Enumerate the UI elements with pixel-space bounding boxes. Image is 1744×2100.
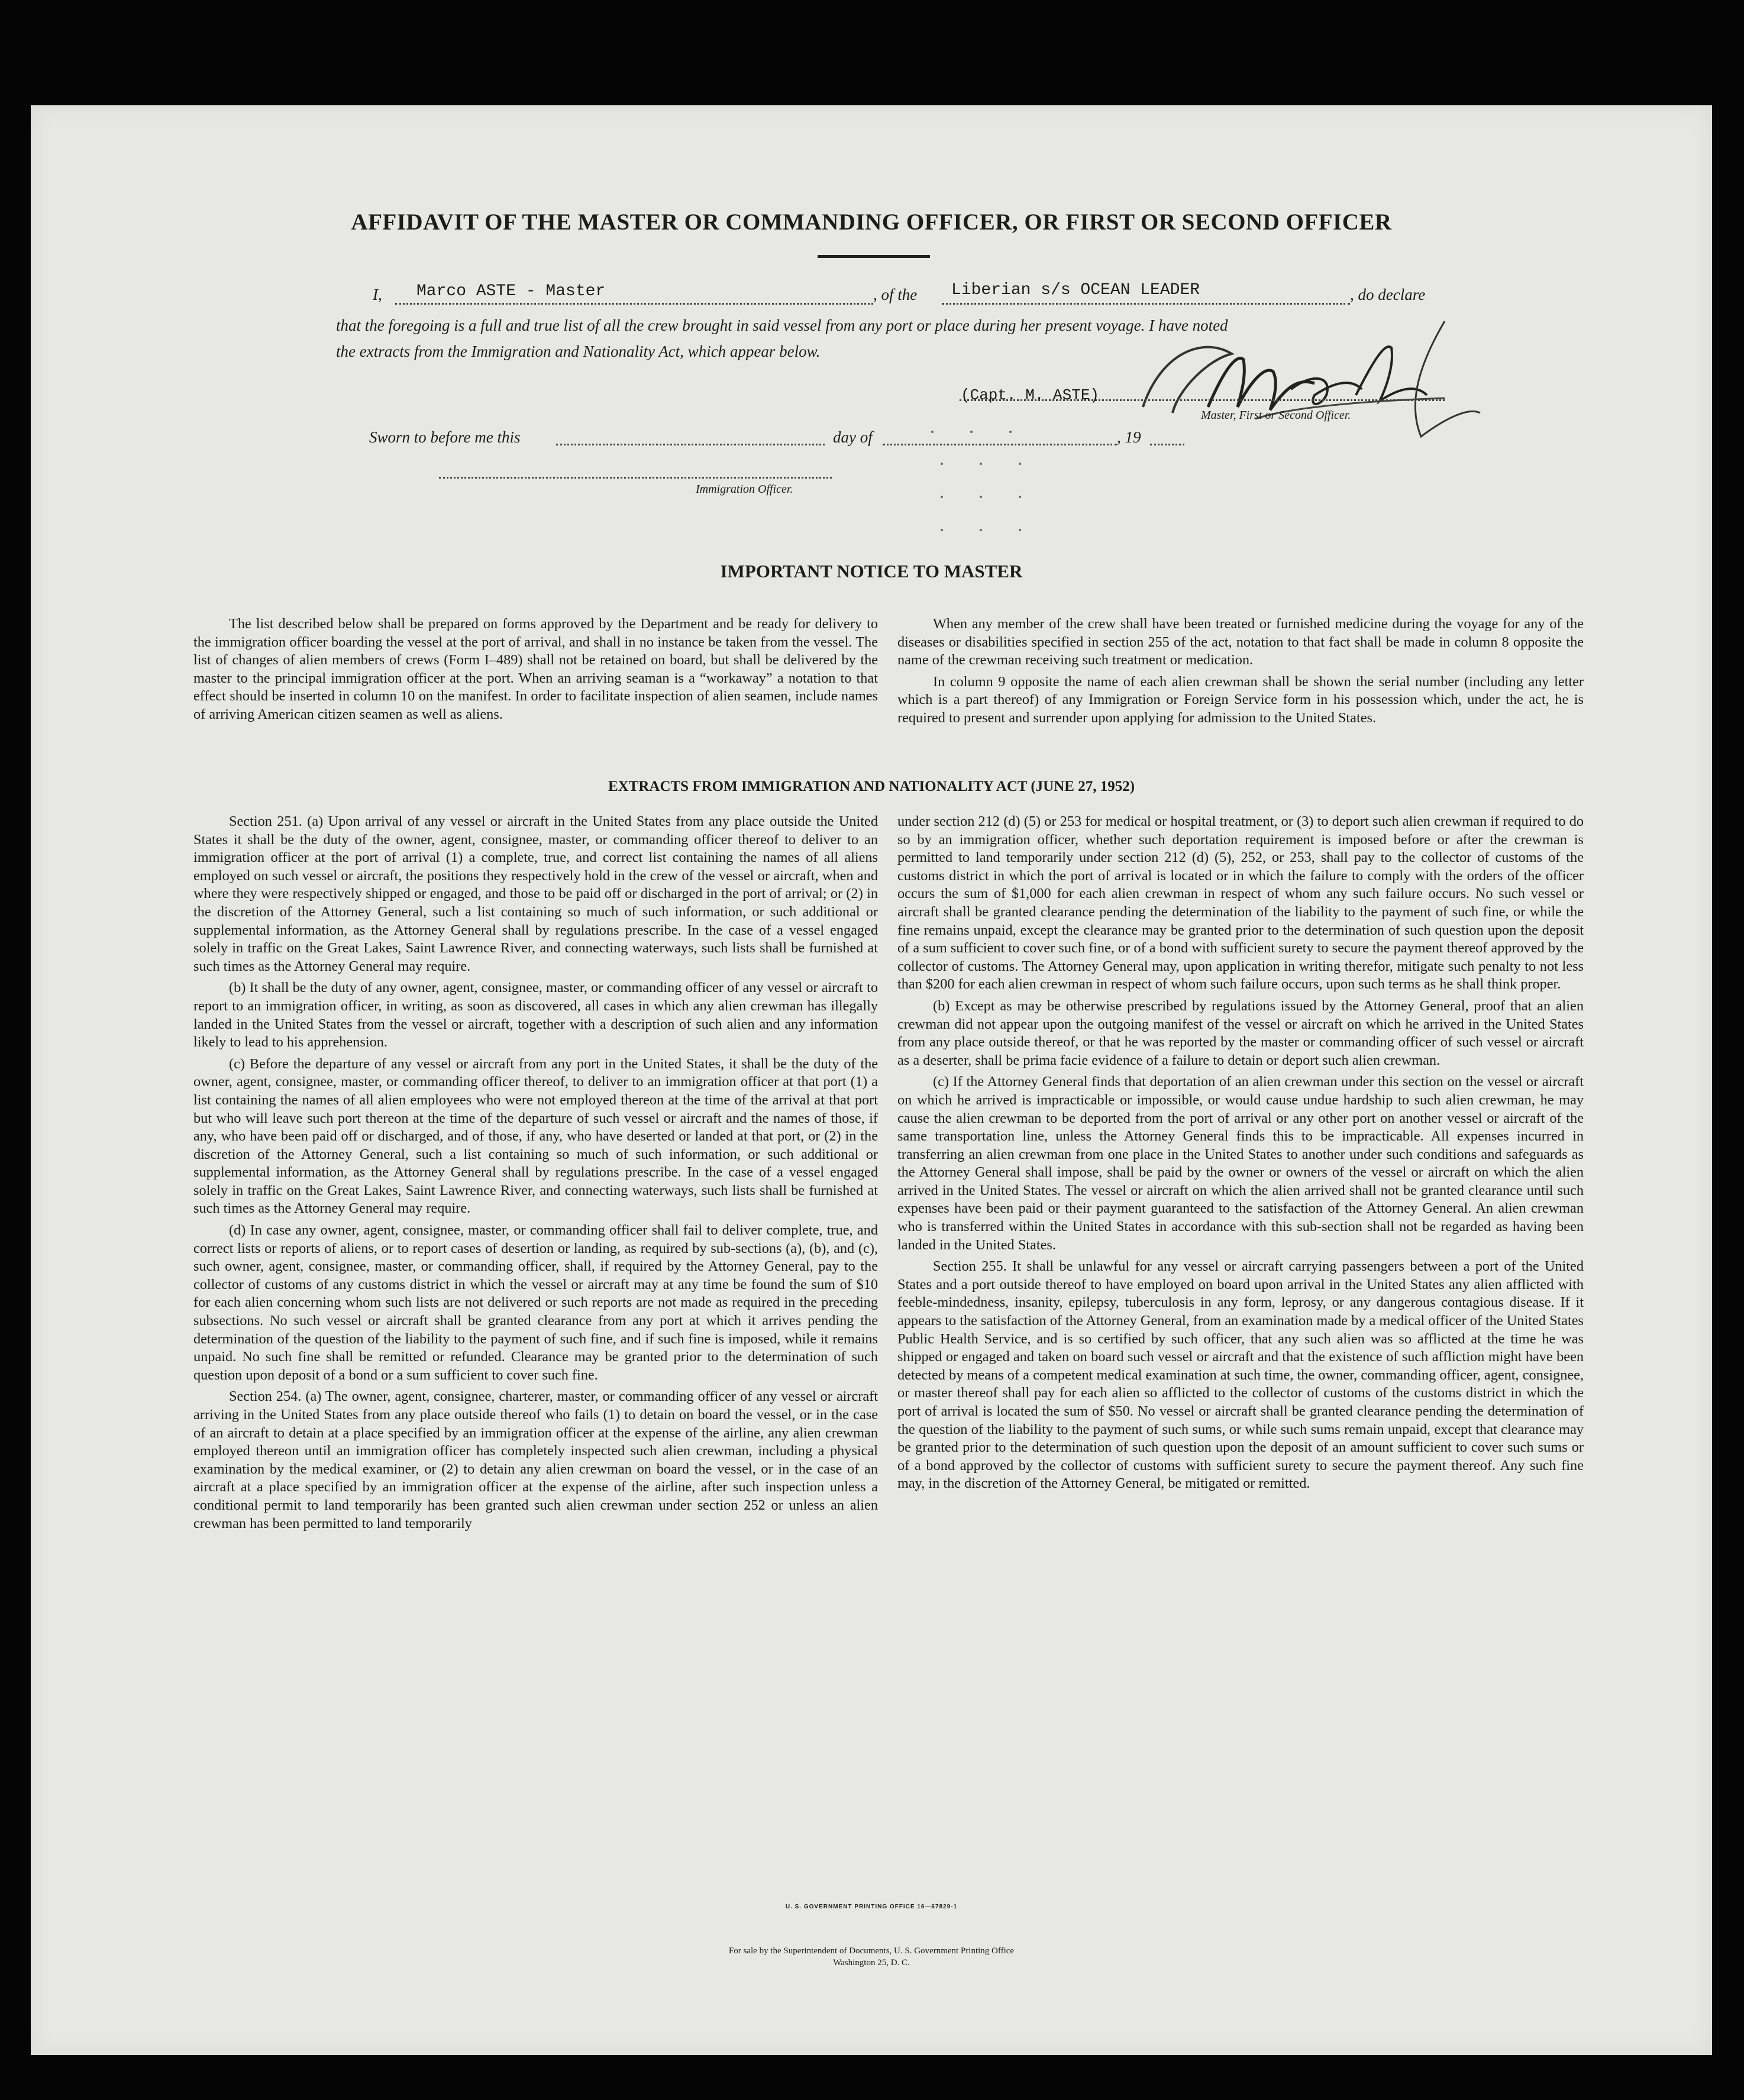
extracts-right-column [897, 813, 1584, 1493]
notice-heading: IMPORTANT NOTICE TO MASTER [720, 561, 1023, 581]
speck [941, 529, 943, 531]
sworn-year-line [1150, 444, 1184, 445]
section-251-b: (b) It shall be the duty of any owner, agent, consignee, master, or commanding officer of any vessel or aircraft to report to an immigration officer, in writing, as soon as discovered, all cases in which any alien crewman has illegally landed in the United States from the vessel or aircraft, together with a description of such alien and any information likely to lead to his apprehension. [193, 980, 878, 1051]
speck [1019, 529, 1021, 531]
declaration-line-3: the extracts from the Immigration and Nationality Act, which appear below. [336, 343, 821, 360]
section-254-c: (c) If the Attorney General finds that deportation of an alien crewman under this section on the vessel or aircraft on which he arrived is impracticable or impossible, or would cause undue hardship to such alien crewman, he may cause the alien crewman to be deported from the port of arrival or any other port on another vessel or aircraft of the same transportation line, unless the Attorney General finds this to be impracticable. All expenses incurred in transferring an alien crewman from one place in the United States to another under such conditions and safeguards as the Attorney General shall impose, shall be paid by the owner or owners of the vessel or aircraft on which the alien arrived in the United States. The vessel or aircraft on which the alien arrived shall not be granted clearance until such expenses have been paid or their payment guaranteed to the satisfaction of the Attorney General. An alien crewman who is transferred within the United States in accordance with this sub-section shall not be regarded as having been landed in the United States. [897, 1074, 1584, 1253]
declaration-prefix: I, [373, 286, 382, 303]
section-255: Section 255. It shall be unlawful for any vessel or aircraft carrying passengers between a port of the United States and a port outside thereof to have employed on board upon arrival in the United States any alien afflicted with feeble-mindedness, insanity, epilepsy, tuberculosis in any form, leprosy, or any dangerous contagious disease. If it appears to the satisfaction of the Attorney General, from an examination made by a medical officer of the United States Public Health Service, and is so certified by such officer, that any such alien was so afflicted at the time he was shipped or engaged and taken on board such vessel or aircraft and that the existence of such affliction might have been detected by means of a competent medical examination at such time, the owner, commanding officer, agent, consignee, or master thereof shall pay for each alien so afflicted to the collector of customs of the customs district in which the port of arrival is located the sum of $50. No vessel or aircraft shall be granted clearance pending the determination of the question of the liability to the payment of such sums, or while such sums remain unpaid, except that clearance may be granted prior to the determination of such question upon the deposit of an amount sufficient to cover such sums or of a bond approved by the collector of customs with sufficient surety to secure the payment thereof. Any such fine may, in the discretion of the Attorney General, be mitigated or remitted. [897, 1258, 1584, 1492]
speck [931, 431, 934, 433]
sworn-day-line [556, 444, 825, 445]
captain-typed-name: (Capt. M. ASTE) [961, 386, 1100, 404]
for-sale-line-1: For sale by the Superintendent of Documents, U. S. Government Printing Office [728, 1946, 1015, 1956]
affidavit-page [31, 105, 1712, 2055]
speck [1009, 431, 1012, 433]
document-title: AFFIDAVIT OF THE MASTER OR COMMANDING OFFICER, OR FIRST OR SECOND OFFICER [351, 209, 1392, 235]
signature-role-caption: Master, First or Second Officer. [1201, 409, 1351, 422]
section-254-b: (b) Except as may be otherwise prescribed by regulations issued by the Attorney General, proof that an alien crewman did not appear upon the outgoing manifest of the vessel or aircraft on which he arrived in the United States from any place outside thereof, or that he was reported by the master or commanding officer of such vessel or aircraft as a deserter, shall be prima facie evidence of a failure to detain or deport such alien crewman. [897, 997, 1584, 1068]
speck [1019, 463, 1021, 465]
section-254-a-continued: under section 212 (d) (5) or 253 for medical or hospital treatment, or (3) to deport such alien crewman if required to do so by an immigration officer, whether such deportation requirement is imposed before or after the crewman is permitted to land temporarily under section 212 (d) (5), 252, or 253, shall pay to the collector of customs of the customs district in which the port of arrival is located or in which the failure to comply with the orders of the officer occurs the sum of $1,000 for each alien crewman in respect of whom any such failure occurs. No such vessel or aircraft shall be granted clearance pending the determination of the liability to the payment of such fine, or while the fine remains unpaid, except the clearance may be granted prior to the determination of such question upon the deposit of a sum sufficient to cover such fine, or of a bond with sufficient surety to secure the payment thereof approved by the collector of customs. The Attorney General may, upon application in writing therefor, mitigate such penalty to not less than $200 for each alien crewman in respect of whom such failure occurs, upon such terms as he shall think proper. [897, 813, 1584, 993]
speck [970, 431, 973, 433]
printing-office-imprint: U. S. GOVERNMENT PRINTING OFFICE 16—67829-1 [785, 1904, 958, 1910]
speck [980, 529, 982, 531]
year-label: , 19 [1117, 428, 1141, 446]
vessel-field-line [942, 303, 1350, 305]
declaration-line-2: that the foregoing is a full and true list of all the crew brought in said vessel from any port or place during her present voyage. I have noted [336, 316, 1228, 334]
section-254-a: Section 254. (a) The owner, agent, consignee, charterer, master, or commanding officer of any vessel or aircraft arriving in the United States from any place outside thereof who fails (1) to detain on board the vessel, or in the case of an aircraft to detain at a place specified by an immigration officer at the expense of the airline, any alien crewman employed thereon until an immigration officer has completely inspected such alien crewman, including a physical examination by the medical examiner, or (2) to detain any alien crewman on board the vessel, or in the case of an aircraft at a place specified by an immigration officer at the expense of the airline, after such inspection unless a conditional permit to land temporarily has been granted such alien crewman under section 252 or unless an alien crewman has been permitted to land temporarily [193, 1388, 878, 1532]
of-the-label: , of the [873, 286, 918, 303]
notice-right-paragraph-2: In column 9 opposite the name of each alien crewman shall be shown the serial number (including any letter which is a part thereof) of any Immigration or Foreign Service form in his possession which, under the act, he is required to present and surrender upon applying for admission to the United States. [897, 673, 1584, 726]
speck [941, 496, 943, 498]
extracts-left-column [193, 813, 878, 1533]
vessel-name-field: Liberian s/s OCEAN LEADER [951, 281, 1200, 299]
extracts-heading: EXTRACTS FROM IMMIGRATION AND NATIONALITY ACT (JUNE 27, 1952) [608, 778, 1135, 794]
speck [980, 496, 982, 498]
name-field-line [395, 303, 873, 305]
speck [980, 463, 982, 465]
day-of-label: day of [833, 428, 873, 446]
section-251-a: Section 251. (a) Upon arrival of any vessel or aircraft in the United States from any place outside the United States it shall be the duty of the owner, agent, consignee, master, or commanding officer thereof to deliver to an immigration officer at the port of arrival (1) a complete, true, and correct list containing the names of all aliens employed on such vessel or aircraft, the positions they respectively hold in the crew of the vessel or aircraft, when and where they were respectively shipped or engaged, and those to be paid off or discharged in the port of arrival; or (2) in the discretion of the Attorney General, such a list containing so much of such information, or such additional or supplemental information, as the Attorney General shall by regulations prescribe. In the case of a vessel engaged solely in traffic on the Great Lakes, Saint Lawrence River, and connecting waterways, such lists shall be furnished at such times as the Attorney General may require. [193, 813, 878, 974]
handwritten-signature [1137, 318, 1492, 448]
notice-right-column [897, 615, 1584, 728]
sworn-month-line [883, 444, 1117, 445]
immigration-officer-caption: Immigration Officer. [696, 483, 793, 496]
sworn-prefix: Sworn to before me this [369, 428, 521, 446]
master-name-field: Marco ASTE - Master [416, 282, 606, 301]
for-sale-line-2: Washington 25, D. C. [833, 1958, 910, 1967]
speck [941, 463, 943, 465]
for-sale-notice [31, 1945, 1712, 1969]
section-251-c: (c) Before the departure of any vessel or aircraft from any port in the United States, it shall be the duty of the owner, agent, consignee, master, or commanding officer thereof, to deliver to an immigration officer at that port (1) a list containing the names of all alien employees who were not employed thereon at the time of the arrival at that port but who will leave such port thereon at the time of the departure of such vessel or aircraft and the names of those, if any, who have been paid off or discharged, and of those, if any, who have deserted or landed at that port, or (2) in the discretion of the Attorney General, such a list containing so much of such information, or such additional or supplemental information, as the Attorney General shall by regulations prescribe. In the case of a vessel engaged solely in traffic on the Great Lakes, Saint Lawrence River, and connecting waterways, such lists shall be furnished at such times as the Attorney General may require. [193, 1055, 878, 1217]
immigration-officer-line [439, 477, 832, 479]
notice-left-paragraph: The list described below shall be prepared on forms approved by the Department and be ready for delivery to the immigration officer boarding the vessel at the port of arrival, and shall in no instance be taken from the vessel. The list of changes of alien members of crews (Form I–489) shall not be retained on board, but shall be delivered by the master to the principal immigration officer at the port. When an arriving seaman is a “workaway” a notation to that effect should be inserted in column 10 on the manifest. In order to facilitate inspection of alien seamen, include names of arriving American citizen seamen as well as aliens. [193, 616, 878, 722]
notice-right-paragraph-1: When any member of the crew shall have been treated or furnished medicine during the voyage for any of the diseases or disabilities specified in section 255 of the act, notation to that fact shall be made in column 8 opposite the name of the crewman receiving such treatment or medication. [897, 616, 1584, 668]
title-underline [818, 255, 930, 258]
notice-left-column [193, 615, 878, 724]
speck [1019, 496, 1021, 498]
section-251-d: (d) In case any owner, agent, consignee, master, or commanding officer shall fail to deliver complete, true, and correct lists or reports of aliens, or to report cases of desertion or landing, as required by sub-sections (a), (b), and (c), such owner, agent, consignee, master, or commanding officer, shall, if required by the Attorney General, pay to the collector of customs of any customs district in which the vessel or aircraft may at any time be found the sum of $10 for each alien concerning whom such lists are not delivered or such reports are not made as required in the preceding subsections. No such vessel or aircraft shall be granted clearance from any port at which it arrives pending the determination of the question of the liability to the payment of such fine, and if such fine is imposed, while it remains unpaid. No such fine shall be remitted or refunded. Clearance may be granted prior to the determination of such question upon deposit of a bond or a sum sufficient to cover such fine. [193, 1222, 878, 1383]
do-declare-label: , do declare [1350, 286, 1426, 303]
